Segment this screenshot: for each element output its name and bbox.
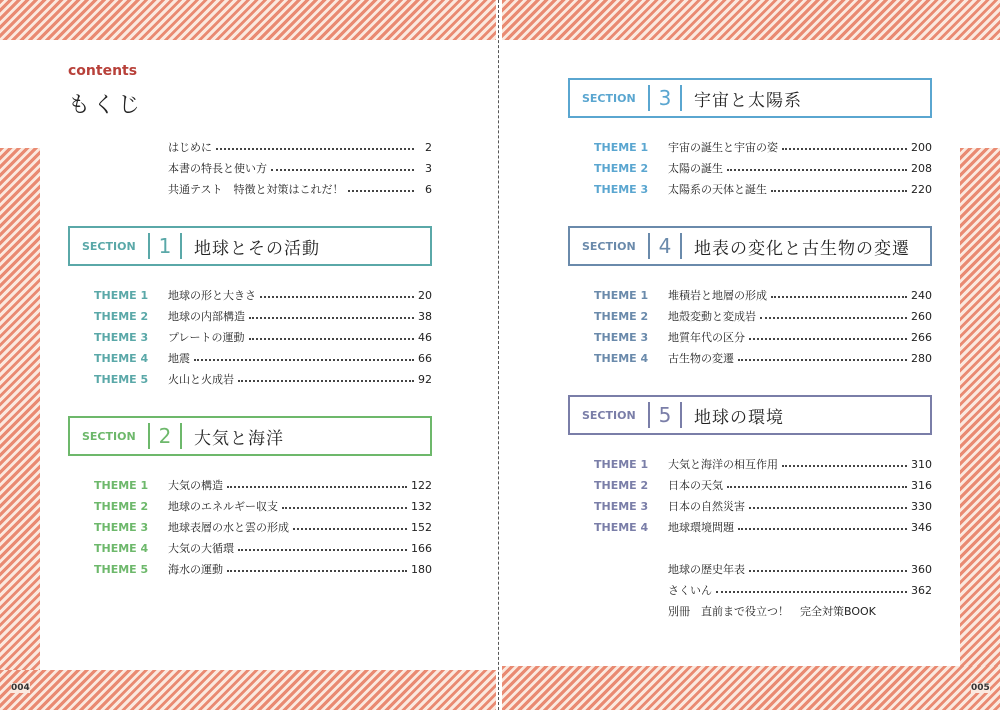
theme-label: THEME 2 bbox=[594, 161, 649, 175]
section-label: SECTION bbox=[582, 408, 636, 422]
entry-title: 地球表層の水と雲の形成 bbox=[168, 521, 289, 534]
entry-title: 本書の特長と使い方 bbox=[168, 162, 267, 175]
dot-leader bbox=[271, 169, 414, 171]
entry-page: 200 bbox=[911, 140, 932, 154]
entry-page: 92 bbox=[418, 372, 432, 386]
intro-entry[interactable] bbox=[168, 160, 432, 176]
theme-label: THEME 3 bbox=[94, 520, 149, 534]
entry-title: 地殻変動と変成岩 bbox=[668, 310, 756, 323]
entry-title: 堆積岩と地層の形成 bbox=[668, 289, 767, 302]
entry-title: 地球環境問題 bbox=[668, 521, 734, 534]
section-header-3[interactable] bbox=[568, 78, 932, 118]
entry-page: 46 bbox=[418, 330, 432, 344]
theme-entry[interactable] bbox=[94, 561, 432, 577]
dot-leader bbox=[194, 359, 414, 361]
extra-entry[interactable] bbox=[668, 561, 932, 577]
theme-entry[interactable] bbox=[594, 519, 932, 535]
theme-entry[interactable] bbox=[594, 477, 932, 493]
page-number-right: 005 bbox=[971, 683, 990, 693]
theme-label: THEME 1 bbox=[94, 478, 149, 492]
dot-leader bbox=[238, 380, 414, 382]
theme-label: THEME 1 bbox=[94, 288, 149, 302]
theme-label: THEME 5 bbox=[94, 372, 149, 386]
section-number: 3 bbox=[658, 86, 672, 110]
section-number: 4 bbox=[658, 234, 672, 258]
entry-title: 古生物の変遷 bbox=[668, 352, 734, 365]
entry-page: 208 bbox=[911, 161, 932, 175]
entry-title: 宇宙の誕生と宇宙の姿 bbox=[668, 141, 778, 154]
entry-title: 共通テスト 特徴と対策はこれだ！ bbox=[168, 183, 344, 196]
dot-leader bbox=[749, 507, 907, 509]
dot-leader bbox=[782, 465, 907, 467]
entry-page: 6 bbox=[425, 182, 432, 196]
entry-page: 362 bbox=[911, 583, 932, 597]
entry-title: 地球の歴史年表 bbox=[668, 563, 745, 576]
entry-page: 66 bbox=[418, 351, 432, 365]
extra-entry[interactable] bbox=[668, 582, 932, 598]
section-header-5[interactable] bbox=[568, 395, 932, 435]
theme-entry[interactable] bbox=[594, 498, 932, 514]
entry-page: 240 bbox=[911, 288, 932, 302]
dot-leader bbox=[727, 486, 907, 488]
page-divider bbox=[498, 0, 499, 710]
dot-leader bbox=[227, 570, 407, 572]
section-label: SECTION bbox=[582, 91, 636, 105]
entry-title: 地球のエネルギー収支 bbox=[168, 500, 278, 513]
section-number: 1 bbox=[158, 234, 172, 258]
section-label: SECTION bbox=[582, 239, 636, 253]
section-title: 地表の変化と古生物の変遷 bbox=[694, 238, 910, 259]
entry-page: 260 bbox=[911, 309, 932, 323]
section-label: SECTION bbox=[82, 239, 136, 253]
page-number-left: 004 bbox=[11, 683, 30, 693]
theme-entry[interactable] bbox=[594, 139, 932, 155]
dot-leader bbox=[216, 148, 414, 150]
dot-leader bbox=[738, 359, 907, 361]
theme-label: THEME 4 bbox=[94, 351, 149, 365]
entry-title: 地震 bbox=[168, 352, 190, 365]
entry-page: 346 bbox=[911, 520, 932, 534]
theme-entry[interactable] bbox=[594, 456, 932, 472]
entry-title: プレートの運動 bbox=[168, 331, 245, 344]
theme-entry[interactable] bbox=[594, 160, 932, 176]
stripe-bottom-right bbox=[502, 666, 1000, 710]
theme-label: THEME 4 bbox=[594, 351, 649, 365]
entry-page: 3 bbox=[425, 161, 432, 175]
entry-title: さくいん bbox=[668, 584, 712, 597]
theme-entry[interactable] bbox=[594, 329, 932, 345]
theme-entry[interactable] bbox=[94, 350, 432, 366]
stripe-bottom-left bbox=[0, 670, 496, 710]
stripe-left-edge bbox=[0, 148, 40, 710]
theme-label: THEME 5 bbox=[94, 562, 149, 576]
entry-title: 日本の天気 bbox=[668, 479, 723, 492]
entry-title: 日本の自然災害 bbox=[668, 500, 745, 513]
page-title: もくじ bbox=[68, 93, 144, 118]
entry-title: 太陽の誕生 bbox=[668, 162, 723, 175]
section-title: 大気と海洋 bbox=[194, 428, 284, 449]
dot-leader bbox=[293, 528, 407, 530]
theme-label: THEME 1 bbox=[594, 288, 649, 302]
theme-entry[interactable] bbox=[594, 287, 932, 303]
entry-title: 大気の大循環 bbox=[168, 542, 234, 555]
dot-leader bbox=[249, 317, 414, 319]
entry-page: 330 bbox=[911, 499, 932, 513]
theme-entry[interactable] bbox=[94, 329, 432, 345]
entry-title: 地球の形と大きさ bbox=[168, 289, 256, 302]
section-label: SECTION bbox=[82, 429, 136, 443]
dot-leader bbox=[749, 570, 907, 572]
stripe-right-edge bbox=[960, 148, 1000, 710]
theme-label: THEME 4 bbox=[594, 520, 649, 534]
entry-title: 海水の運動 bbox=[168, 563, 223, 576]
entry-title: 地質年代の区分 bbox=[668, 331, 745, 344]
theme-entry[interactable] bbox=[94, 287, 432, 303]
theme-entry[interactable] bbox=[94, 371, 432, 387]
theme-entry[interactable] bbox=[94, 498, 432, 514]
theme-label: THEME 2 bbox=[594, 309, 649, 323]
dot-leader bbox=[238, 549, 407, 551]
entry-title: 大気の構造 bbox=[168, 479, 223, 492]
entry-page: 180 bbox=[411, 562, 432, 576]
entry-title: 火山と火成岩 bbox=[168, 373, 234, 386]
theme-label: THEME 1 bbox=[594, 140, 649, 154]
section-header-2[interactable] bbox=[68, 416, 432, 456]
entry-title: はじめに bbox=[168, 141, 212, 154]
section-title: 地球とその活動 bbox=[194, 238, 320, 259]
stripe-top-right bbox=[502, 0, 1000, 40]
section-title: 地球の環境 bbox=[694, 407, 784, 428]
theme-label: THEME 3 bbox=[594, 499, 649, 513]
entry-title: 大気と海洋の相互作用 bbox=[668, 458, 778, 471]
theme-label: THEME 1 bbox=[594, 457, 649, 471]
dot-leader bbox=[348, 190, 414, 192]
dot-leader bbox=[249, 338, 414, 340]
entry-page: 122 bbox=[411, 478, 432, 492]
section-title: 宇宙と太陽系 bbox=[694, 90, 802, 111]
dot-leader bbox=[760, 317, 907, 319]
entry-page: 132 bbox=[411, 499, 432, 513]
dot-leader bbox=[771, 190, 907, 192]
theme-label: THEME 2 bbox=[94, 499, 149, 513]
entry-page: 266 bbox=[911, 330, 932, 344]
theme-label: THEME 4 bbox=[94, 541, 149, 555]
theme-entry[interactable] bbox=[94, 519, 432, 535]
dot-leader bbox=[782, 148, 907, 150]
dot-leader bbox=[738, 528, 907, 530]
section-header-1[interactable] bbox=[68, 226, 432, 266]
contents-label: contents bbox=[68, 63, 138, 79]
extra-entry[interactable] bbox=[668, 603, 932, 619]
theme-label: THEME 2 bbox=[94, 309, 149, 323]
entry-page: 152 bbox=[411, 520, 432, 534]
theme-entry[interactable] bbox=[594, 350, 932, 366]
dot-leader bbox=[727, 169, 907, 171]
entry-page: 2 bbox=[425, 140, 432, 154]
theme-entry[interactable] bbox=[94, 308, 432, 324]
entry-page: 310 bbox=[911, 457, 932, 471]
intro-entry[interactable] bbox=[168, 139, 432, 155]
dot-leader bbox=[282, 507, 407, 509]
entry-page: 220 bbox=[911, 182, 932, 196]
theme-entry[interactable] bbox=[94, 477, 432, 493]
theme-label: THEME 3 bbox=[594, 330, 649, 344]
entry-page: 280 bbox=[911, 351, 932, 365]
theme-label: THEME 3 bbox=[94, 330, 149, 344]
intro-entry[interactable] bbox=[168, 181, 432, 197]
section-header-4[interactable] bbox=[568, 226, 932, 266]
entry-page: 360 bbox=[911, 562, 932, 576]
theme-entry[interactable] bbox=[594, 181, 932, 197]
stripe-top-left bbox=[0, 0, 496, 40]
theme-label: THEME 2 bbox=[594, 478, 649, 492]
entry-title: 太陽系の天体と誕生 bbox=[668, 183, 767, 196]
theme-entry[interactable] bbox=[594, 308, 932, 324]
entry-page: 166 bbox=[411, 541, 432, 555]
dot-leader bbox=[716, 591, 907, 593]
theme-label: THEME 3 bbox=[594, 182, 649, 196]
entry-title: 地球の内部構造 bbox=[168, 310, 245, 323]
dot-leader bbox=[771, 296, 907, 298]
dot-leader bbox=[227, 486, 407, 488]
section-number: 5 bbox=[658, 403, 672, 427]
entry-page: 38 bbox=[418, 309, 432, 323]
entry-page: 316 bbox=[911, 478, 932, 492]
entry-title: 別冊 直前まで役立つ！ 完全対策BOOK bbox=[668, 605, 876, 618]
theme-entry[interactable] bbox=[94, 540, 432, 556]
dot-leader bbox=[260, 296, 414, 298]
dot-leader bbox=[749, 338, 907, 340]
section-number: 2 bbox=[158, 424, 172, 448]
entry-page: 20 bbox=[418, 288, 432, 302]
